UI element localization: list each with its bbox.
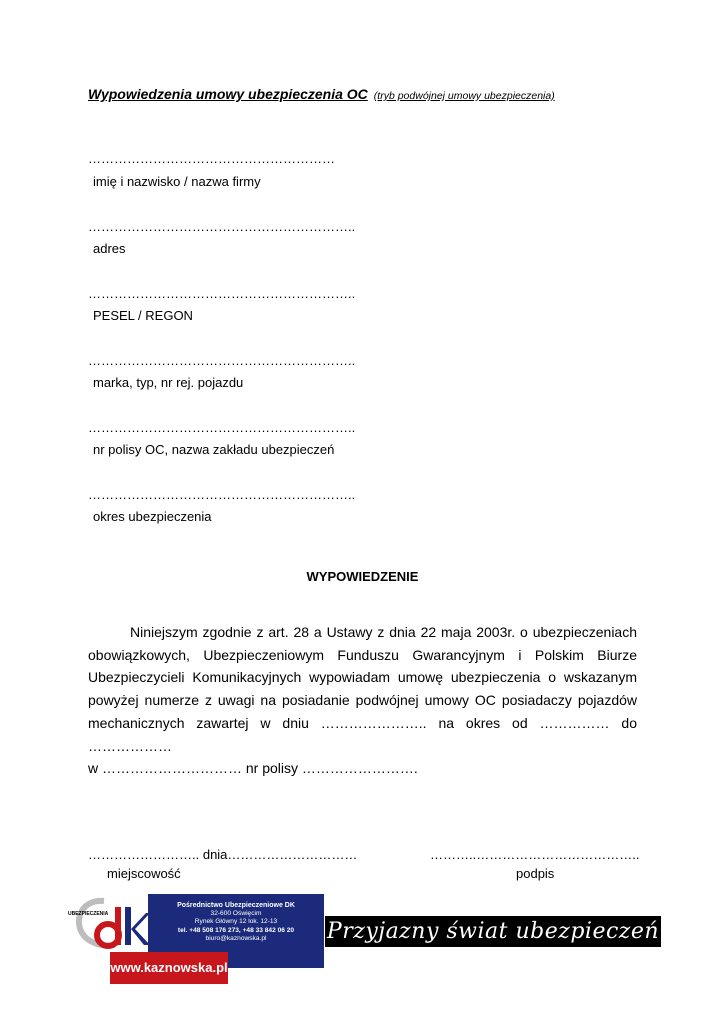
signature-label: podpis — [516, 866, 555, 881]
company-phone: tel. +48 508 176 273, +48 33 842 06 20 — [177, 926, 295, 934]
name-field-label: imię i nazwisko / nazwa firmy — [93, 174, 261, 189]
dk-logo — [68, 893, 150, 953]
body-line: powyżej numerze z uwagi na posiadanie podwójnej umowy OC posiadaczy pojazdów — [88, 692, 637, 709]
website-link[interactable]: www.kaznowska.pl — [110, 952, 228, 984]
vehicle-field-label: marka, typ, nr rej. pojazdu — [93, 375, 244, 390]
signature-line[interactable]: ………..……………………………….. — [430, 847, 640, 862]
body-line — [88, 621, 637, 644]
policy-field-label: nr polisy OC, nazwa zakładu ubezpieczeń — [93, 442, 335, 457]
company-postal: 32-600 Oświęcim — [210, 910, 262, 918]
place-label: miejscowość — [107, 866, 181, 881]
company-name: Pośrednictwo Ubezpieczeniowe DK — [177, 902, 295, 909]
title-text: Wypowiedzenia umowy ubezpieczenia OC — [88, 86, 368, 102]
period-field-label: okres ubezpieczenia — [93, 509, 212, 524]
name-field-line[interactable]: ………………………………………………… — [88, 151, 335, 166]
title-subtitle: (tryb podwójnej umowy ubezpieczenia) — [373, 90, 555, 102]
pesel-field-label: PESEL / REGON — [93, 308, 193, 323]
company-email: biuro@kaznowska.pl — [205, 934, 267, 942]
pesel-field-line[interactable]: …………………………………………………….. — [88, 286, 356, 301]
body-line-text: Niniejszym zgodnie z art. 28 a Ustawy z dnia 22 maja 2003r. o ubezpieczeniach — [130, 624, 637, 640]
document-title — [88, 86, 555, 102]
policy-field-line[interactable]: …………………………………………………….. — [88, 420, 356, 435]
address-field-line[interactable]: …………………………………………………….. — [88, 219, 356, 234]
body-line: Ubezpieczycieli Komunikacyjnych wypowiadam umowę ubezpieczenia o wskazanym — [88, 669, 637, 686]
body-paragraph — [88, 621, 637, 780]
place-date-line[interactable]: …………………….. dnia………………………… — [88, 847, 358, 862]
body-line: w ………………………… nr polisy ……………………. — [88, 760, 418, 777]
slogan-banner: Przyjazny świat ubezpieczeń — [325, 916, 661, 947]
address-field-label: adres — [93, 241, 126, 256]
company-street: Rynek Główny 12 lok. 12-13 — [194, 918, 278, 926]
body-line: obowiązkowych, Ubezpieczeniowym Funduszu Gwarancyjnym i Polskim Biurze — [88, 646, 637, 663]
vehicle-field-line[interactable]: …………………………………………………….. — [88, 353, 356, 368]
dk-logo-graphic — [68, 893, 150, 953]
period-field-line[interactable]: …………………………………………………….. — [88, 487, 356, 502]
section-heading: WYPOWIEDZENIE — [306, 569, 419, 584]
body-line: mechanicznych zawartej w dniu ………………….. na okres od …………… do ……………… — [88, 714, 637, 754]
logo-caption: UBEZPIECZENIA — [68, 911, 109, 917]
